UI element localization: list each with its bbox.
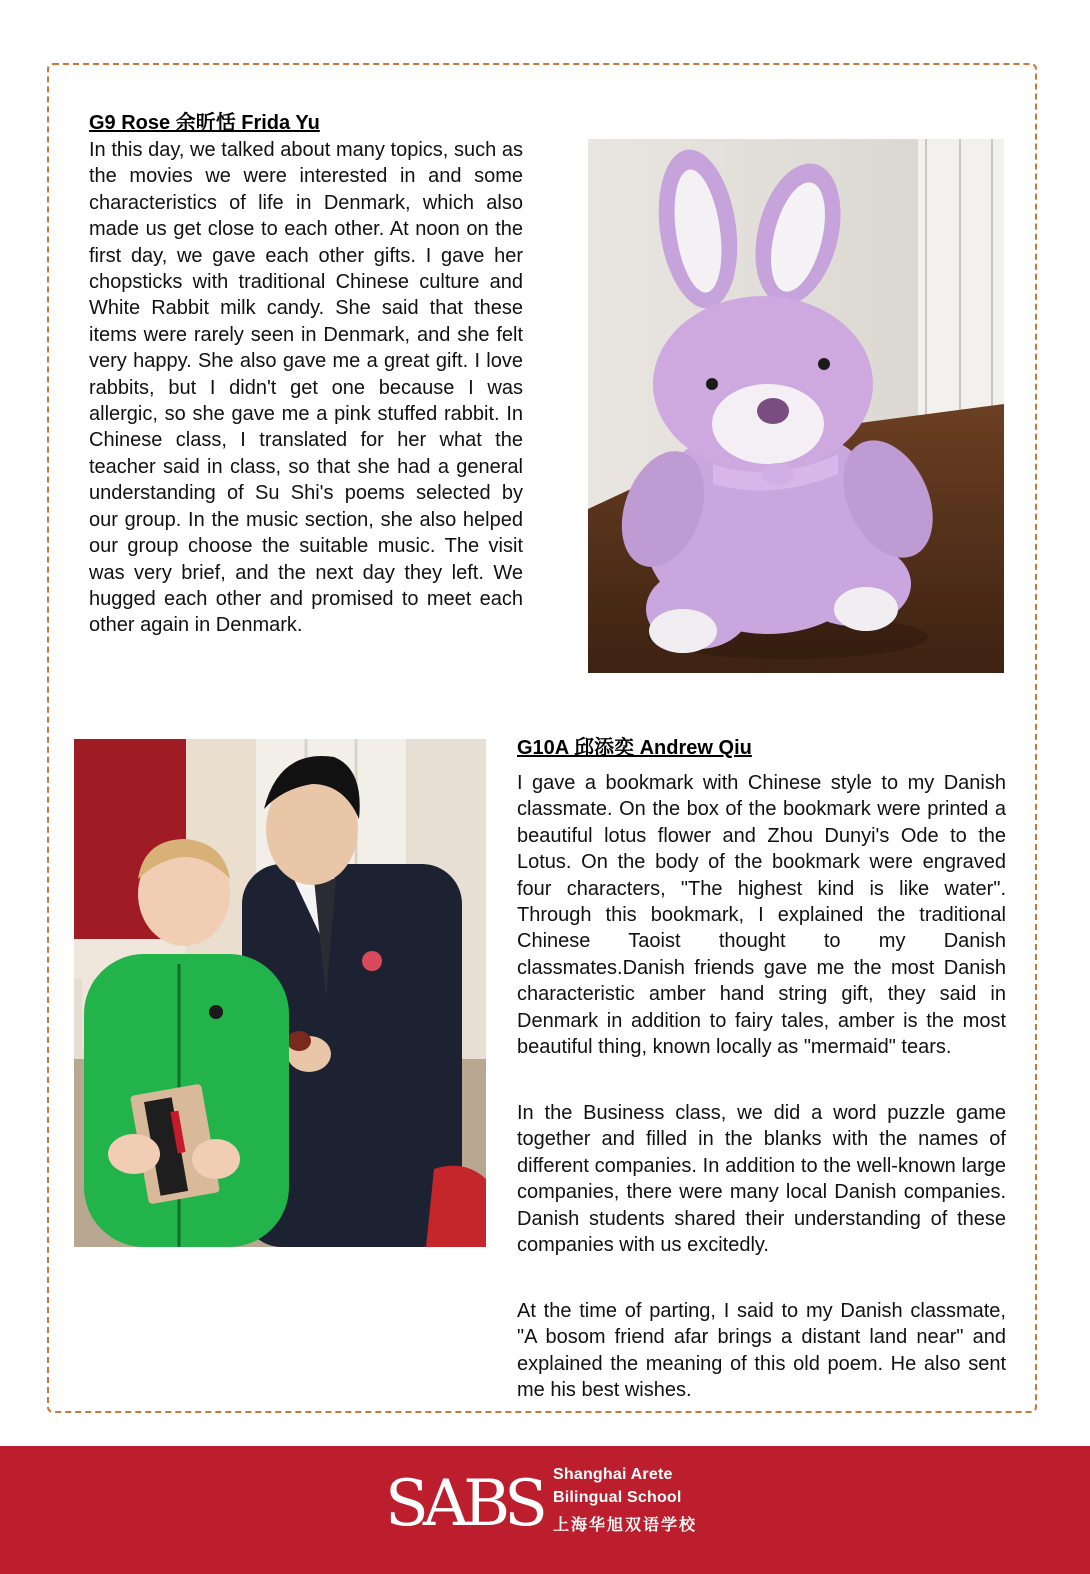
footer-banner: [0, 1446, 1090, 1574]
school-name-line2: Bilingual School: [553, 1489, 682, 1506]
section2-paragraph-3: At the time of parting, I said to my Danish classmate, "A bosom friend afar brings a distant land near" and explained the meaning of this old poem. He also sent me his best wishes.: [517, 1300, 1006, 1402]
section2-paragraph-2: In the Business class, we did a word puzzle game together and filled in the blanks with the names of different companies. In addition to the well-known large companies, there were many local Danish companies. Danish students shared their understanding of these companies with us excitedly.: [517, 1102, 1006, 1257]
section1-heading: G9 Rose 余昕恬 Frida Yu: [89, 112, 320, 134]
section1-paragraph: In this day, we talked about many topics, such as the movies we were interested in and some characteristics of life in Denmark, which also made us get close to each other. At noon on the first day, we gave each other gifts. I gave her chopsticks with traditional Chinese culture and White Rabbit milk candy. She said that these items were rarely seen in Denmark, and she felt very happy. She also gave me a great gift. I love rabbits, but I didn't get one because I was allergic, so she gave me a pink stuffed rabbit. In Chinese class, I translated for her what the teacher said in class, so that she had a general understanding of Su Shi's poems selected by our group. In the music section, she also helped our group choose the suitable music. The visit was very brief, and the next day they left. We hugged each other and promised to meet each other again in Denmark.: [89, 139, 523, 637]
school-name-line1: Shanghai Arete: [553, 1466, 673, 1483]
stuffed-rabbit-photo: [588, 139, 1004, 673]
section2-heading: G10A 邱添奕 Andrew Qiu: [517, 737, 752, 759]
svg-text:SABS: SABS: [385, 1467, 542, 1531]
school-logo: [385, 1465, 545, 1531]
school-name-chinese: 上海华旭双语学校: [553, 1517, 698, 1534]
students-exchange-photo: [74, 739, 486, 1247]
section2-paragraph-1: I gave a bookmark with Chinese style to my Danish classmate. On the box of the bookmark were printed a beautiful lotus flower and Zhou Dunyi's Ode to the Lotus. On the body of the bookmark were engraved four characters, "The highest kind is like water". Through this bookmark, I explained the traditional Chinese Taoist thought to my Danish classmates.Danish friends gave me the most Danish characteristic amber hand string gift, they said in Denmark in addition to fairy tales, amber is the most beautiful thing, known locally as "mermaid" tears.: [517, 772, 1006, 1059]
